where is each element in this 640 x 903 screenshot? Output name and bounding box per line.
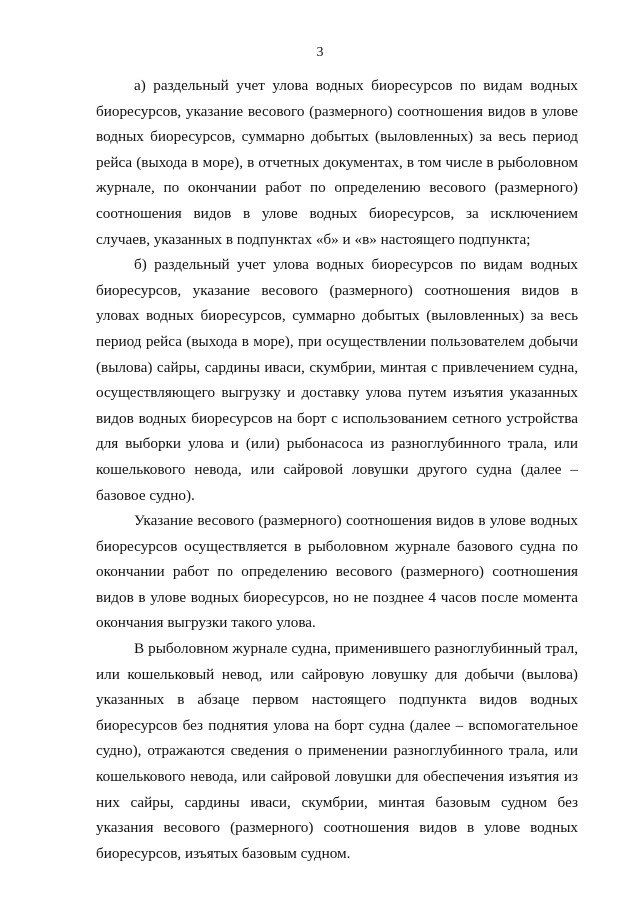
- paragraph-weight-ratio: Указание весового (размерного) соотношения видов в улове водных биоресурсов осуществляется в рыболовном журнале базового судна по окончании работ по определению весового (размерного) соотношения видов в улове водных биоресурсов, но не позднее 4 часов после момента окончания выгрузки такого улова.: [96, 512, 578, 632]
- paragraph-subitem-b: б) раздельный учет улова водных биоресурсов по видам водных биоресурсов, указание весового (размерного) соотношения видов в уловах водных биоресурсов, суммарно добытых (выловленных) за весь период рейса (выхода в море), при осуществлении пользователем добычи (вылова) сайры, сардины иваси, скумбрии, минтая с привлечением судна, осуществляющего выгрузку и доставку улова путем изъятия указанных видов водных биоресурсов на борт с использованием сетного устройства для выборки улова и (или) рыбонасоса из разноглубинного трала, или кошелькового невода, или сайровой ловушки другого судна (далее – базовое судно).: [96, 256, 578, 504]
- document-body: [96, 73, 578, 866]
- paragraph-auxiliary-vessel: В рыболовном журнале судна, применившего разноглубинный трал, или кошельковый невод, или сайровую ловушку для добычи (вылова) указанных в абзаце первом настоящего подпункта видов водных биоресурсов без поднятия улова на борт судна (далее – вспомогательное судно), отражаются сведения о применении разноглубинного трала, или кошелькового невода, или сайровой ловушки для обеспечения изъятия из них сайры, сардины иваси, скумбрии, минтая базовым судном без указания весового (размерного) соотношения видов в улове водных биоресурсов, изъятых базовым судном.: [96, 640, 578, 862]
- paragraph-subitem-a: а) раздельный учет улова водных биоресурсов по видам водных биоресурсов, указание весового (размерного) соотношения видов в улове водных биоресурсов, суммарно добытых (выловленных) за весь период рейса (выхода в море), в отчетных документах, в том числе в рыболовном журнале, по окончании работ по определению весового (размерного) соотношения видов в улове водных биоресурсов, за исключением случаев, указанных в подпунктах «б» и «в» настоящего подпункта;: [96, 77, 578, 248]
- page-number: 3: [316, 45, 324, 60]
